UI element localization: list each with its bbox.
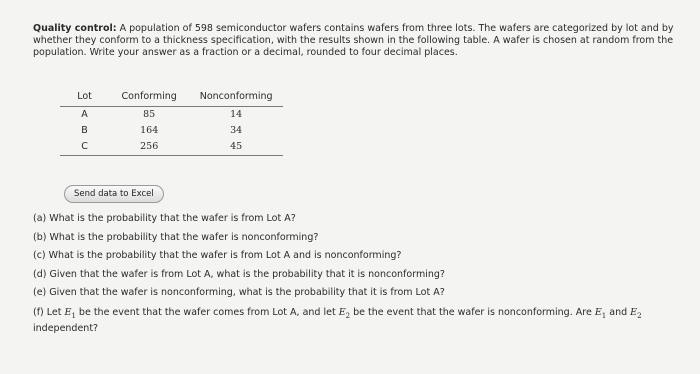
question-f-mid: be the event that the wafer comes from Lot A, and let [75, 306, 339, 318]
problem-text: A population of 598 semiconductor wafers contains wafers from three lots. The wafers are categorized by lot and by whether they conform to a thickness specification, with the results shown in the following table. A wafer is chosen at random from the population. Write your answer as a fraction or a decimal, rounded to four decimal places. [33, 23, 674, 58]
event-e1: $E_1$ [64, 306, 76, 320]
table-row [60, 107, 283, 124]
header-nonconforming: Nonconforming [189, 88, 283, 107]
conforming-cell: 164 [140, 125, 159, 136]
send-to-excel-button[interactable]: Send data to Excel [64, 185, 164, 203]
header-conforming: Conforming [109, 88, 189, 107]
question-f-suffix: independent? [33, 323, 99, 335]
problem-statement [33, 23, 693, 59]
question-f-prefix: (f) Let [33, 306, 65, 318]
header-lot: Lot [60, 88, 109, 107]
data-table [60, 88, 283, 156]
question-f [33, 303, 695, 337]
question-f-and: and [606, 306, 631, 318]
question-a: (a) What is the probability that the wafer is from Lot A? [33, 213, 296, 224]
questions-list [33, 210, 695, 336]
event-e2-ref: $E_2$ [630, 306, 642, 320]
event-e1-ref: $E_1$ [594, 306, 607, 320]
lot-cell: C [60, 139, 109, 156]
question-f-mid2: be the event that the wafer is nonconforming. Are [350, 306, 595, 318]
lot-cell: B [81, 125, 88, 136]
problem-label: Quality control: [33, 23, 117, 34]
conforming-cell: 256 [109, 139, 189, 156]
lot-cell: A [81, 109, 88, 120]
table-row [60, 139, 283, 156]
question-d: (d) Given that the wafer is from Lot A, what is the probability that it is nonconforming? [33, 268, 445, 280]
nonconforming-cell: 45 [189, 139, 283, 156]
nonconforming-cell: 34 [230, 125, 243, 136]
table-header-row [60, 88, 283, 107]
nonconforming-cell: 14 [230, 109, 243, 120]
conforming-cell: 85 [143, 109, 156, 120]
question-c: (c) What is the probability that the wafer is from Lot A and is nonconforming? [33, 250, 402, 261]
question-b: (b) What is the probability that the wafer is nonconforming? [33, 231, 319, 243]
event-e2: $E_2$ [338, 306, 351, 320]
question-e: (e) Given that the wafer is nonconforming, what is the probability that it is from Lot A? [33, 287, 445, 298]
table-row [60, 123, 283, 139]
